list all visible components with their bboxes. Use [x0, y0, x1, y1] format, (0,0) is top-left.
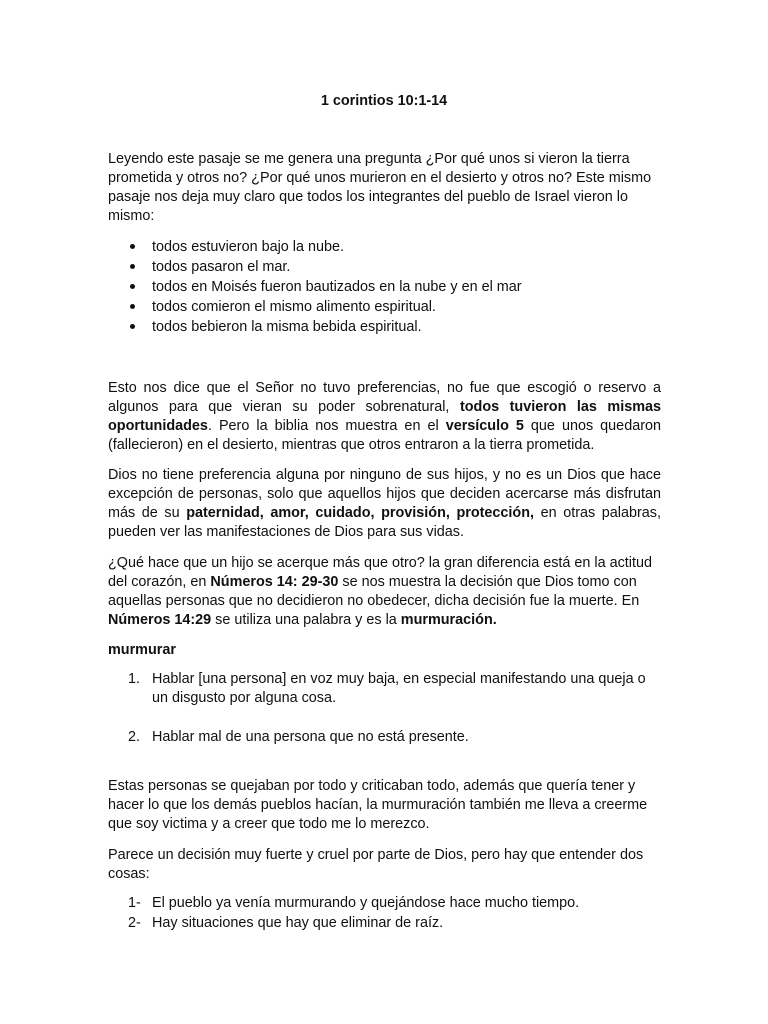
page-title: 1 corintios 10:1-14 [320, 93, 448, 109]
list-item: todos estuvieron bajo la nube. [108, 237, 661, 257]
emphasis-text: versículo 5 [445, 418, 524, 434]
emphasis-text: paternidad, amor, cuidado, provisión, protección, [186, 505, 535, 521]
paragraph-no-preference: Dios no tiene preferencia alguna por ninguno de sus hijos, y no es un Dios que hace excepción de personas, solo que aquellos hijos que deciden acercarse más disfrutan más de su paternidad, amor, cuidado, provisión, protección, en otras palabras, pueden ver las manifestaciones de Dios para sus vidas. [108, 467, 661, 540]
paragraph-heart-attitude: ¿Qué hace que un hijo se acerque más que otro? la gran diferencia está en la actitud del corazón, en Números 14: 29-30 se nos muestra la decisión que Dios tomo con aquellas personas que no decidieron no obedecer, dicha decisión fue la muerte. En Números 14:29 se utiliza una palabra y es la murmuración. [108, 555, 652, 628]
emphasis-text: todos tuvieron las mismas oportunidades [108, 399, 662, 434]
emphasis-text: murmuración. [400, 612, 497, 628]
list-item: todos comieron el mismo alimento espiritual. [108, 297, 661, 317]
paragraph-preferences: Esto nos dice que el Señor no tuvo preferencias, no fue que escogió o reservo a algunos para que vieran su poder sobrenatural, todos tuvieron las mismas oportunidades. Pero la biblia nos muestra en el versículo 5 que unos quedaron (fallecieron) en el desierto, mientras que otros entraron a la tierra prometida. [108, 380, 662, 453]
list-item: 2- Hay situaciones que hay que eliminar de raíz. [128, 915, 444, 931]
bullet-icon [130, 324, 135, 329]
bullet-icon [130, 264, 135, 269]
final-list [108, 894, 661, 934]
definition-list [108, 670, 661, 747]
bullet-icon [130, 284, 135, 289]
list-item: todos pasaron el mar. [108, 257, 661, 277]
list-number: 2. [128, 729, 141, 745]
list-number: 1. [128, 671, 141, 687]
emphasis-text: Números 14:29 [108, 612, 212, 628]
list-number: 1- [128, 895, 141, 911]
bullet-icon [130, 244, 135, 249]
paragraph-complaints: Estas personas se quejaban por todo y criticaban todo, además que quería tener y hacer lo que los demás pueblos hacían, la murmuración también me lleva a creerme que soy victima y a creer que todo me lo merezco. [108, 778, 648, 832]
list-item: todos en Moisés fueron bautizados en la nube y en el mar [108, 277, 661, 297]
bullet-list [108, 237, 661, 337]
list-item: todos bebieron la misma bebida espiritual. [108, 317, 661, 337]
list-item: 1. Hablar [una persona] en voz muy baja, en especial manifestando una queja o un disgusto por alguna cosa. [128, 671, 646, 706]
list-item: 1- El pueblo ya venía murmurando y quejándose hace mucho tiempo. [128, 895, 580, 911]
section-heading: murmurar [108, 642, 176, 658]
emphasis-text: Números 14: 29-30 [210, 574, 339, 590]
paragraph-decision: Parece un decisión muy fuerte y cruel por parte de Dios, pero hay que entender dos cosas: [108, 847, 644, 882]
bullet-icon [130, 304, 135, 309]
intro-paragraph: Leyendo este pasaje se me genera una pregunta ¿Por qué unos si vieron la tierra prometida y otros no? ¿Por qué unos murieron en el desierto y otros no? Este mismo pasaje nos deja muy claro que todos los integrantes del pueblo de Israel vieron lo mismo: [108, 151, 652, 224]
list-number: 2- [128, 915, 141, 931]
list-item: 2. Hablar mal de una persona que no está presente. [128, 729, 469, 745]
